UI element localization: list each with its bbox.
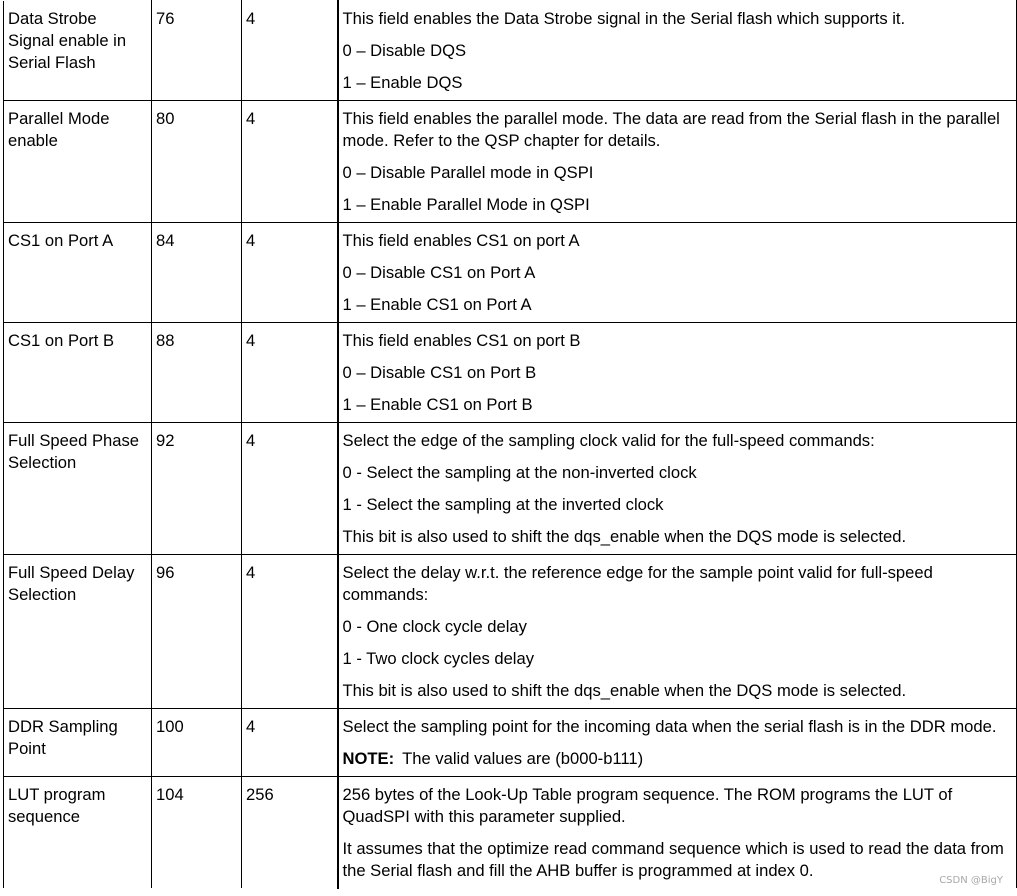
description-cell xyxy=(338,423,1017,555)
description-text: This bit is also used to shift the dqs_enable when the DQS mode is selected. xyxy=(342,681,907,700)
table-row xyxy=(4,709,1017,777)
size-cell: 4 xyxy=(242,1,338,101)
offset-cell: 96 xyxy=(152,555,242,709)
description-text: It assumes that the optimize read command sequence which is used to read the data from the Serial flash and fill the AHB buffer is programmed at index 0. xyxy=(342,839,1004,880)
table-row xyxy=(4,555,1017,709)
description-text: 0 – Disable CS1 on Port B xyxy=(342,363,537,382)
field-name-cell: LUT program sequence xyxy=(4,777,152,889)
description-text: 0 - Select the sampling at the non-inverted clock xyxy=(342,463,697,482)
description-text: 1 - Two clock cycles delay xyxy=(342,649,535,668)
offset-cell: 100 xyxy=(152,709,242,777)
offset-cell: 76 xyxy=(152,1,242,101)
description-cell xyxy=(338,223,1017,323)
table-row xyxy=(4,323,1017,423)
table-row xyxy=(4,777,1017,889)
description-text: 1 - Select the sampling at the inverted clock xyxy=(342,495,664,514)
description-text: 1 – Enable CS1 on Port B xyxy=(342,395,533,414)
size-cell: 4 xyxy=(242,555,338,709)
watermark: CSDN @BigY xyxy=(939,875,1003,886)
description-text: 1 – Enable Parallel Mode in QSPI xyxy=(342,195,590,214)
description-text: This bit is also used to shift the dqs_enable when the DQS mode is selected. xyxy=(342,527,907,546)
description-text: 256 bytes of the Look-Up Table program sequence. The ROM programs the LUT of QuadSPI with this parameter supplied. xyxy=(342,785,953,826)
description-text: Select the sampling point for the incoming data when the serial flash is in the DDR mode. xyxy=(342,717,997,736)
table-row xyxy=(4,101,1017,223)
description-text: This field enables CS1 on port B xyxy=(342,331,581,350)
offset-cell: 104 xyxy=(152,777,242,889)
size-cell: 4 xyxy=(242,423,338,555)
field-name-cell: CS1 on Port A xyxy=(4,223,152,323)
table-row xyxy=(4,1,1017,101)
description-cell xyxy=(338,1,1017,101)
description-text: 0 – Disable Parallel mode in QSPI xyxy=(342,163,594,182)
description-text: 0 – Disable CS1 on Port A xyxy=(342,263,536,282)
description-text: This field enables CS1 on port A xyxy=(342,231,580,250)
description-text: 1 – Enable CS1 on Port A xyxy=(342,295,532,314)
field-name-cell: Full Speed Phase Selection xyxy=(4,423,152,555)
description-text: This field enables the Data Strobe signal in the Serial flash which supports it. xyxy=(342,9,906,28)
table-row xyxy=(4,223,1017,323)
size-cell: 256 xyxy=(242,777,338,889)
size-cell: 4 xyxy=(242,323,338,423)
description-cell xyxy=(338,101,1017,223)
parameter-table xyxy=(3,0,1017,889)
description-text: 0 – Disable DQS xyxy=(342,41,467,60)
table-row xyxy=(4,423,1017,555)
offset-cell: 80 xyxy=(152,101,242,223)
field-name-cell: CS1 on Port B xyxy=(4,323,152,423)
size-cell: 4 xyxy=(242,709,338,777)
offset-cell: 92 xyxy=(152,423,242,555)
description-cell xyxy=(338,777,1017,889)
note-label: NOTE: xyxy=(342,749,395,768)
field-name-cell: Parallel Mode enable xyxy=(4,101,152,223)
note-text: The valid values are (b000-b111) xyxy=(402,749,644,768)
field-name-cell: Data Strobe Signal enable in Serial Flash xyxy=(4,1,152,101)
description-cell xyxy=(338,709,1017,777)
description-text: 1 – Enable DQS xyxy=(342,73,463,92)
note xyxy=(343,748,1013,770)
description-cell xyxy=(338,323,1017,423)
field-name-cell: DDR Sampling Point xyxy=(4,709,152,777)
description-text: This field enables the parallel mode. The data are read from the Serial flash in the parallel mode. Refer to the QSP chapter for details. xyxy=(342,109,1000,150)
parameter-table-body xyxy=(4,1,1017,889)
size-cell: 4 xyxy=(242,223,338,323)
offset-cell: 84 xyxy=(152,223,242,323)
description-text: Select the edge of the sampling clock valid for the full-speed commands: xyxy=(342,431,875,450)
description-cell xyxy=(338,555,1017,709)
offset-cell: 88 xyxy=(152,323,242,423)
description-text: 0 - One clock cycle delay xyxy=(342,617,527,636)
description-text: Select the delay w.r.t. the reference edge for the sample point valid for full-speed commands: xyxy=(342,563,933,604)
size-cell: 4 xyxy=(242,101,338,223)
field-name-cell: Full Speed Delay Selection xyxy=(4,555,152,709)
